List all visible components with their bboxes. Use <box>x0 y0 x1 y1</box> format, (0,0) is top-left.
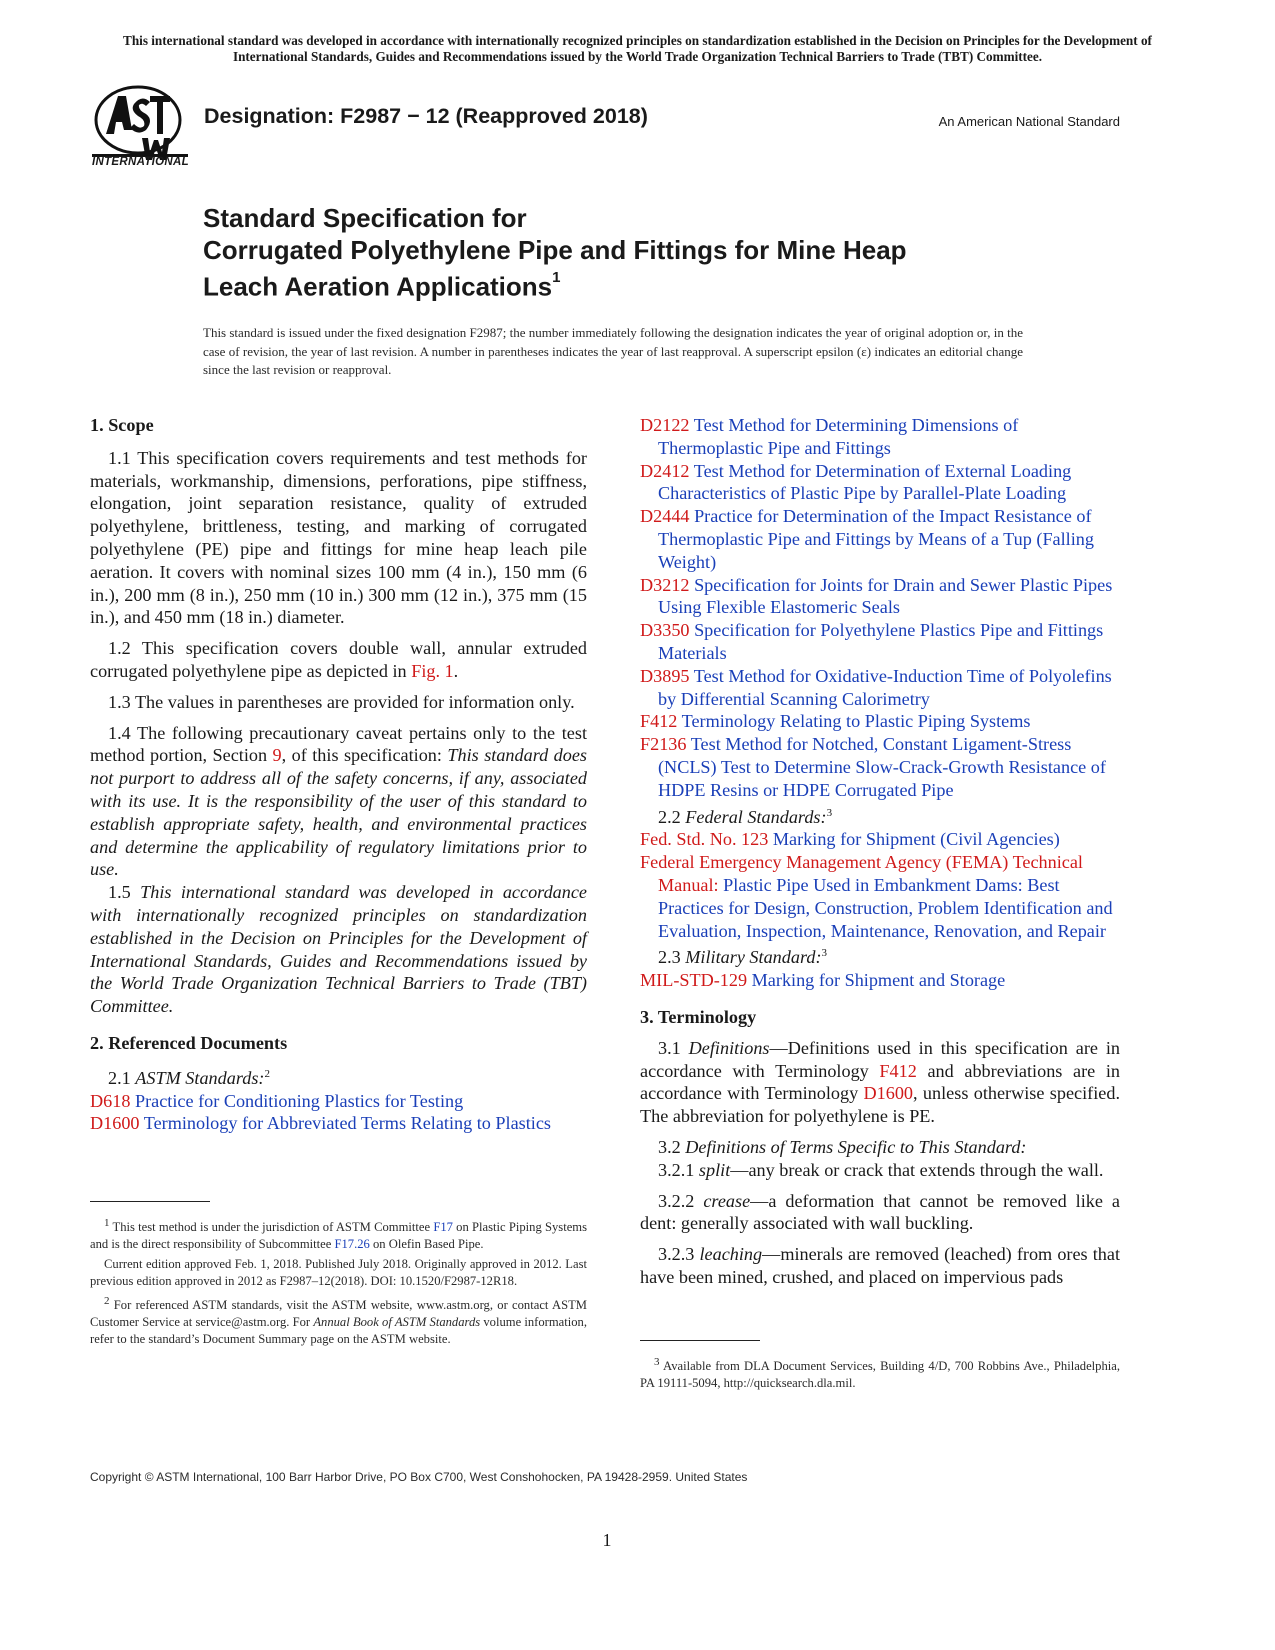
term-split: split <box>698 1159 731 1180</box>
footnote-3-text: Available from DLA Document Services, Building 4/D, 700 Robbins Ave., Philadelphia, PA 19111-5094, http://quicksearch.dla.mil. <box>640 1359 1120 1391</box>
para-1-4-text: 1.4 The following precautionary caveat pertains only to the test method portion, Section <box>90 722 587 766</box>
footnote-3-mark: 3 <box>826 806 833 819</box>
para-3-2 <box>640 1136 1120 1159</box>
footnote-2-mark: 2 <box>264 1067 270 1080</box>
ref-code[interactable]: D2412 <box>640 460 690 481</box>
para-3-1-text: —Definitions used in this specification are in accordance with Terminology <box>640 1037 1121 1081</box>
left-column <box>90 414 587 1135</box>
ref-code[interactable]: D3895 <box>640 665 690 686</box>
ref-title[interactable]: Practice for Conditioning Plastics for Testing <box>130 1090 464 1111</box>
f412-link[interactable]: F412 <box>879 1060 917 1081</box>
para-1-4-mid: , of this specification: <box>281 745 448 766</box>
footnote-3-mark-b: 3 <box>821 947 828 960</box>
ref-code[interactable]: D2122 <box>640 415 690 435</box>
para-1-1: 1.1 This specification covers requirements and test methods for materials, workmanship, dimensions, perforations, pipe stiffness, elongation, joint separation resistance, quality of extruded polyethylene, brittleness, testing, and marking of corrugated polyethylene (PE) pipe and fittings for mine heap leach pile aeration. It covers with nominal sizes 100 mm (4 in.), 150 mm (6 in.), 200 mm (8 in.), 250 mm (10 in.) 300 mm (12 in.), 375 mm (15 in.), and 450 mm (18 in.) diameter. <box>90 447 587 628</box>
section-3-heading: 3. Terminology <box>640 1007 757 1028</box>
para-3-2-3 <box>640 1243 1120 1289</box>
title-footnote-mark: 1 <box>552 269 561 286</box>
footnote-3 <box>640 1354 1120 1392</box>
reference-d2122[interactable] <box>640 414 1120 460</box>
ref-code[interactable]: D1600 <box>90 1113 140 1134</box>
para-1-2-end: . <box>453 660 459 681</box>
ref-title[interactable]: Test Method for Notched, Constant Ligament-Stress (NCLS) Test to Determine Slow-Crack-Growth Resistance of HDPE Resins or HDPE Corrugated Pipe <box>658 734 1106 800</box>
tbt-notice: This international standard was developed in accordance with internationally recognized principles on standardization established in the Decision on Principles for the Development of International Standards, Guides and Recommendations issued by the World Trade Organization Technical Barriers to Trade (TBT) Committee. <box>123 33 1152 64</box>
ref-code[interactable]: D2444 <box>640 506 690 527</box>
logo-text: INTERNATIONAL <box>92 156 189 168</box>
reference-d1600[interactable] <box>90 1112 587 1135</box>
para-1-5 <box>90 881 587 1018</box>
ref-code[interactable]: D618 <box>90 1090 131 1111</box>
military-standard-label: Military Standard: <box>685 947 822 968</box>
reference-mil-std-129[interactable] <box>640 969 1120 992</box>
annual-book-title: Annual Book of ASTM Standards <box>313 1315 481 1330</box>
para-2-1-num: 2.1 <box>108 1067 136 1088</box>
footnote-2 <box>90 1293 587 1348</box>
para-2-2-num: 2.2 <box>658 806 686 827</box>
ref-code[interactable]: D3350 <box>640 620 690 641</box>
title-line-1: Standard Specification for <box>203 203 527 233</box>
title-line-2: Corrugated Polyethylene Pipe and Fittings for Mine Heap <box>203 235 907 265</box>
term-split-definition: —any break or crack that extends through the wall. <box>730 1159 1104 1180</box>
astm-standards-label: ASTM Standards: <box>135 1067 265 1088</box>
ref-code[interactable]: Fed. Std. No. 123 <box>640 829 769 850</box>
committee-f17-link[interactable]: F17 <box>433 1220 453 1235</box>
para-3-2-1-num: 3.2.1 <box>658 1159 699 1180</box>
reference-f412[interactable] <box>640 710 1120 733</box>
ref-code[interactable]: Federal Emergency Management Agency (FEMA) Technical Manual: <box>640 852 1083 895</box>
subcommittee-f17-26-link[interactable]: F17.26 <box>334 1237 370 1252</box>
reference-fema-manual[interactable] <box>640 851 1120 942</box>
para-3-2-2 <box>640 1190 1120 1236</box>
federal-standards-label: Federal Standards: <box>685 806 827 827</box>
reference-d3212[interactable] <box>640 574 1120 620</box>
copyright-notice: Copyright © ASTM International, 100 Barr Harbor Drive, PO Box C700, West Conshohocken, PA 19428-2959. United States <box>90 1470 748 1484</box>
section-1-heading: 1. Scope <box>90 415 154 435</box>
fig-1-link[interactable]: Fig. 1 <box>411 660 454 681</box>
footnote-1 <box>90 1215 587 1253</box>
footnotes-left <box>90 1201 587 1351</box>
section-2-heading: 2. Referenced Documents <box>90 1032 288 1053</box>
para-2-1 <box>90 1063 587 1090</box>
footnote-1-text-b: on Plastic Piping Systems and is the direct responsibility of Subcommittee <box>90 1220 587 1252</box>
ref-title[interactable]: Terminology for Abbreviated Terms Relating to Plastics <box>139 1113 552 1134</box>
reference-fed-std-123[interactable] <box>640 828 1120 851</box>
footnotes-right <box>640 1340 1120 1395</box>
ref-title[interactable]: Specification for Joints for Drain and Sewer Plastic Pipes Using Flexible Elastomeric Seals <box>658 574 1113 618</box>
footnote-2-mark-bottom: 2 <box>104 1295 110 1308</box>
term-crease-definition: —a deformation that cannot be removed like a dent: generally associated with wall buckling. <box>640 1190 1121 1234</box>
ref-title[interactable]: Specification for Polyethylene Plastics Pipe and Fittings Materials <box>658 620 1104 663</box>
ref-title[interactable]: Test Method for Oxidative-Induction Time of Polyolefins by Differential Scanning Calorimetry <box>658 665 1112 709</box>
document-title <box>203 202 1103 303</box>
footnote-1-text-c: on Olefin Based Pipe. <box>369 1237 484 1252</box>
ref-code[interactable]: MIL-STD-129 <box>640 970 748 991</box>
ref-code[interactable]: F2136 <box>640 734 687 755</box>
right-column <box>640 414 1120 1289</box>
para-1-5-text: This international standard was developed in accordance with internationally recognized principles on standardization established in the Decision on Principles for the Development of International Standards, Guides and Recommendations issued by the World Trade Organization Technical Barriers to Trade (TBT) Committee. <box>90 882 587 1017</box>
reference-d2444[interactable] <box>640 505 1120 573</box>
term-crease: crease <box>703 1190 751 1211</box>
para-3-2-3-num: 3.2.3 <box>658 1244 700 1265</box>
ref-code[interactable]: D3212 <box>640 574 690 595</box>
footnote-1-mark: 1 <box>104 1217 110 1229</box>
para-1-2 <box>90 637 587 683</box>
footnote-1-text: This test method is under the jurisdiction of ASTM Committee <box>109 1220 434 1235</box>
para-1-2-text: 1.2 This specification covers double wall, annular extruded corrugated polyethylene pipe as depicted in <box>90 638 587 681</box>
para-1-5-num: 1.5 <box>108 882 141 903</box>
reference-f2136[interactable] <box>640 733 1120 801</box>
para-3-1-text-b: and abbreviations are in accordance with Terminology <box>640 1060 1121 1104</box>
footnote-2-text: For referenced ASTM standards, visit the ASTM website, www.astm.org, or contact ASTM Customer Service at service@astm.org. For <box>90 1298 587 1330</box>
designation: Designation: F2987 − 12 (Reapproved 2018) <box>204 104 648 128</box>
ref-title[interactable]: Plastic Pipe Used in Embankment Dams: Best Practices for Design, Construction, Problem Identification and Evaluation, Inspection, Maintenance, Renovation, and Repair <box>658 875 1113 941</box>
para-3-1-num: 3.1 <box>658 1037 689 1058</box>
reference-d3350[interactable] <box>640 619 1120 665</box>
para-1-3: 1.3 The values in parentheses are provided for information only. <box>108 691 575 712</box>
section-9-link[interactable]: 9 <box>272 745 282 766</box>
para-2-3 <box>640 942 1120 969</box>
para-3-1-text-c: , unless otherwise specified. The abbreviation for polyethylene is PE. <box>640 1083 1120 1127</box>
term-leaching-definition: —minerals are removed (leached) from ores that have been mined, crushed, and placed on impervious pads <box>640 1244 1120 1288</box>
issued-note: This standard is issued under the fixed designation F2987; the number immediately following the designation indicates the year of original adoption or, in the case of revision, the year of last revision. A number in parentheses indicates the year of last reapproval. A superscript epsilon (ε) indicates an editorial change since the last revision or reapproval. <box>203 325 1023 377</box>
footnote-2-text-b: volume information, refer to the standard’s Document Summary page on the ASTM website. <box>90 1315 587 1347</box>
para-3-1 <box>640 1037 1120 1128</box>
national-standard-label: An American National Standard <box>938 114 1120 129</box>
para-3-2-num: 3.2 <box>658 1137 686 1158</box>
footnote-3-mark-bottom: 3 <box>654 1356 660 1368</box>
astm-logo <box>88 82 193 174</box>
safety-caveat: This standard does not purport to address all of the safety concerns, if any, associated with its use. It is the responsibility of the user of this standard to establish appropriate safety, health, and environmental practices and determine the applicability of regulatory limitations prior to use. <box>90 745 587 880</box>
para-3-2-2-num: 3.2.2 <box>658 1190 704 1211</box>
terms-specific-label: Definitions of Terms Specific to This Standard: <box>685 1137 1027 1158</box>
title-line-3: Leach Aeration Applications <box>203 271 553 302</box>
para-3-2-1 <box>640 1159 1120 1182</box>
definitions-label: Definitions <box>688 1037 770 1058</box>
ref-title[interactable]: Terminology Relating to Plastic Piping Systems <box>677 711 1031 732</box>
reference-d618[interactable] <box>90 1090 587 1113</box>
para-1-4 <box>90 722 587 882</box>
reference-d2412[interactable] <box>640 460 1120 506</box>
para-2-2 <box>640 802 1120 829</box>
para-2-3-num: 2.3 <box>658 947 686 968</box>
page-number: 1 <box>602 1530 612 1550</box>
ref-title[interactable]: Test Method for Determining Dimensions of Thermoplastic Pipe and Fittings <box>658 415 1019 458</box>
ref-title[interactable]: Test Method for Determination of External Loading Characteristics of Plastic Pipe by Parallel-Plate Loading <box>658 460 1072 504</box>
footnote-1-edition: Current edition approved Feb. 1, 2018. Published July 2018. Originally approved in 2012. Last previous edition approved in 2012 as F2987–12(2018). DOI: 10.1520/F2987-12R18. <box>90 1257 587 1289</box>
ref-title[interactable]: Practice for Determination of the Impact Resistance of Thermoplastic Pipe and Fittings by Means of a Tup (Falling Weight) <box>658 506 1094 572</box>
ref-title[interactable]: Marking for Shipment (Civil Agencies) <box>768 829 1060 850</box>
reference-d3895[interactable] <box>640 665 1120 711</box>
term-leaching: leaching <box>699 1244 763 1265</box>
ref-code[interactable]: F412 <box>640 711 678 732</box>
ref-title[interactable]: Marking for Shipment and Storage <box>747 970 1006 991</box>
d1600-link[interactable]: D1600 <box>863 1083 914 1104</box>
